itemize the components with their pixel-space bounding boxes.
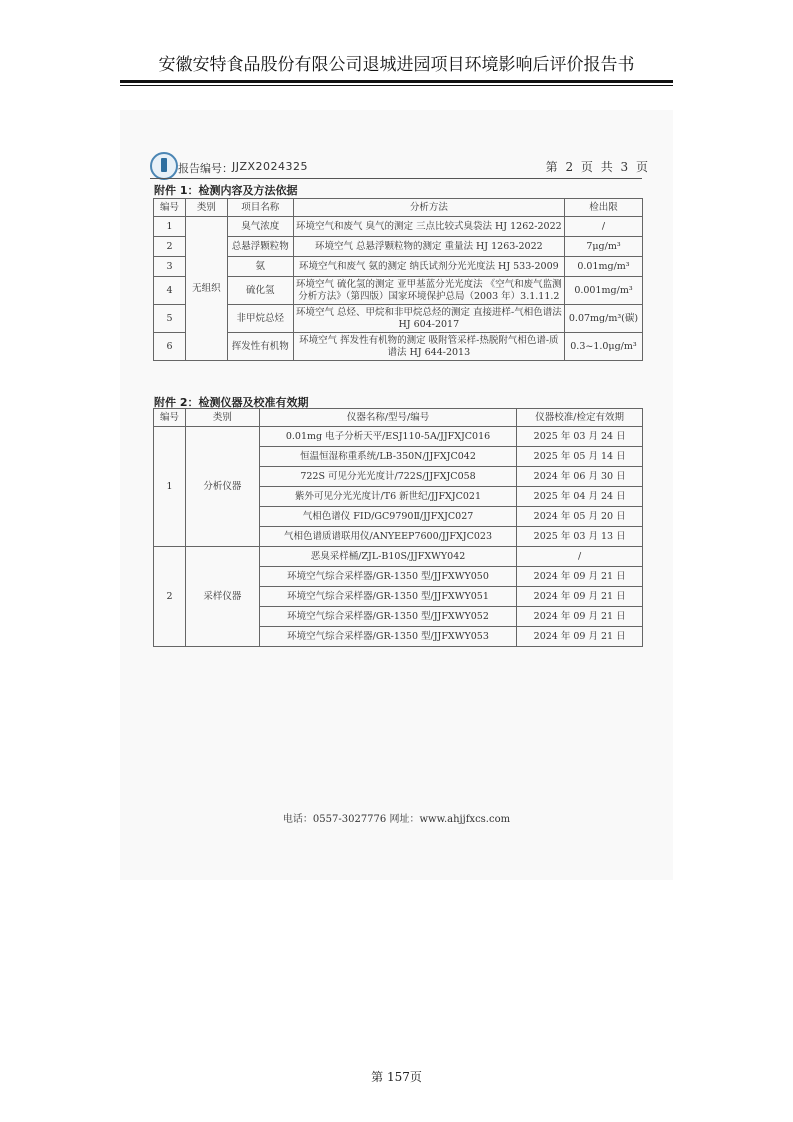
row-instrument: 环境空气综合采样器/GR-1350 型/JJFXWY052 [259, 607, 517, 627]
row-validity: 2024 年 09 月 21 日 [517, 567, 643, 587]
report-number-label: 报告编号： [178, 162, 233, 175]
row-instrument: 0.01mg 电子分析天平/ESJ110-5A/JJFXJC016 [259, 427, 517, 447]
page-number: 第 157页 [371, 1070, 422, 1084]
row-item: 臭气浓度 [227, 217, 293, 237]
row-validity: 2025 年 03 月 24 日 [517, 427, 643, 447]
lab-logo-icon [150, 152, 178, 180]
col-header-category: 类别 [185, 409, 259, 427]
row-instrument: 722S 可见分光光度计/722S/JJFXJC058 [259, 467, 517, 487]
col-header-instrument: 仪器名称/型号/编号 [259, 409, 517, 427]
table-row [154, 277, 643, 305]
row-validity: 2025 年 05 月 14 日 [517, 447, 643, 467]
row-instrument: 恒温恒湿称重系统/LB-350N/JJFXJC042 [259, 447, 517, 467]
col-header-limit: 检出限 [564, 199, 642, 217]
annex1-table [153, 198, 643, 361]
group-no: 2 [154, 547, 186, 647]
table-row [154, 333, 643, 361]
row-instrument: 环境空气综合采样器/GR-1350 型/JJFXWY050 [259, 567, 517, 587]
row-validity: 2025 年 03 月 13 日 [517, 527, 643, 547]
header-rule-thin [120, 85, 673, 86]
report-header [150, 152, 650, 180]
col-header-category: 类别 [185, 199, 227, 217]
table-header-row [154, 409, 643, 427]
row-limit: 0.01mg/m³ [564, 257, 642, 277]
row-no: 5 [154, 305, 186, 333]
row-limit: 0.3~1.0μg/m³ [564, 333, 642, 361]
annex2-table [153, 408, 643, 647]
table-row [154, 257, 643, 277]
group-category: 分析仪器 [185, 427, 259, 547]
col-header-method: 分析方法 [293, 199, 564, 217]
row-validity: 2024 年 09 月 21 日 [517, 607, 643, 627]
row-limit: 0.07mg/m³(碳) [564, 305, 642, 333]
row-method: 环境空气 挥发性有机物的测定 吸附管采样-热脱附气相色谱-质谱法 HJ 644-2013 [293, 333, 564, 361]
row-limit: 7μg/m³ [564, 237, 642, 257]
annex1-title: 附件 1：检测内容及方法依据 [154, 184, 298, 197]
report-page-indicator: 第 2 页 共 3 页 [545, 160, 650, 174]
annex2-title: 附件 2：检测仪器及校准有效期 [154, 396, 309, 409]
header-rule-thick [120, 80, 673, 83]
table-row [154, 305, 643, 333]
row-instrument: 气相色谱质谱联用仪/ANYEEP7600/JJFXJC023 [259, 527, 517, 547]
row-no: 6 [154, 333, 186, 361]
row-item: 总悬浮颗粒物 [227, 237, 293, 257]
col-header-no: 编号 [154, 199, 186, 217]
row-validity: 2024 年 09 月 21 日 [517, 627, 643, 647]
table-row [154, 547, 643, 567]
row-method: 环境空气 总烃、甲烷和非甲烷总烃的测定 直接进样-气相色谱法 HJ 604-2017 [293, 305, 564, 333]
table-header-row [154, 199, 643, 217]
row-method: 环境空气 硫化氢的测定 亚甲基蓝分光光度法 《空气和废气监测分析方法》（第四版）国家环境保护总局（2003 年）3.1.11.2 [293, 277, 564, 305]
group-no: 1 [154, 427, 186, 547]
row-item: 氨 [227, 257, 293, 277]
row-item: 硫化氢 [227, 277, 293, 305]
table-row [154, 217, 643, 237]
row-limit: 0.001mg/m³ [564, 277, 642, 305]
row-instrument: 气相色谱仪 FID/GC9790Ⅱ/JJFXJC027 [259, 507, 517, 527]
category-cell: 无组织 [185, 217, 227, 361]
row-instrument: 紫外可见分光光度计/T6 新世纪/JJFXJC021 [259, 487, 517, 507]
row-validity: 2025 年 04 月 24 日 [517, 487, 643, 507]
row-method: 环境空气和废气 氨的测定 纳氏试剂分光光度法 HJ 533-2009 [293, 257, 564, 277]
row-no: 1 [154, 217, 186, 237]
row-instrument: 环境空气综合采样器/GR-1350 型/JJFXWY053 [259, 627, 517, 647]
row-validity: / [517, 547, 643, 567]
row-limit: / [564, 217, 642, 237]
row-no: 2 [154, 237, 186, 257]
row-no: 4 [154, 277, 186, 305]
row-instrument: 恶臭采样桶/ZJL-B10S/JJFXWY042 [259, 547, 517, 567]
row-validity: 2024 年 06 月 30 日 [517, 467, 643, 487]
row-instrument: 环境空气综合采样器/GR-1350 型/JJFXWY051 [259, 587, 517, 607]
row-method: 环境空气和废气 臭气的测定 三点比较式臭袋法 HJ 1262-2022 [293, 217, 564, 237]
row-item: 挥发性有机物 [227, 333, 293, 361]
table-row [154, 427, 643, 447]
scanned-report-page [120, 110, 673, 880]
contact-line: 电话：0557-3027776 网址：www.ahjjfxcs.com [282, 814, 511, 825]
report-number-value: JJZX2024325 [232, 160, 309, 173]
row-no: 3 [154, 257, 186, 277]
col-header-item: 项目名称 [227, 199, 293, 217]
report-header-rule [150, 178, 642, 179]
col-header-validity: 仪器校准/检定有效期 [517, 409, 643, 427]
row-validity: 2024 年 09 月 21 日 [517, 587, 643, 607]
row-item: 非甲烷总烃 [227, 305, 293, 333]
col-header-no: 编号 [154, 409, 186, 427]
group-category: 采样仪器 [185, 547, 259, 647]
row-validity: 2024 年 05 月 20 日 [517, 507, 643, 527]
document-header-title: 安徽安特食品股份有限公司退城进园项目环境影响后评价报告书 [158, 55, 635, 75]
table-row [154, 237, 643, 257]
row-method: 环境空气 总悬浮颗粒物的测定 重量法 HJ 1263-2022 [293, 237, 564, 257]
